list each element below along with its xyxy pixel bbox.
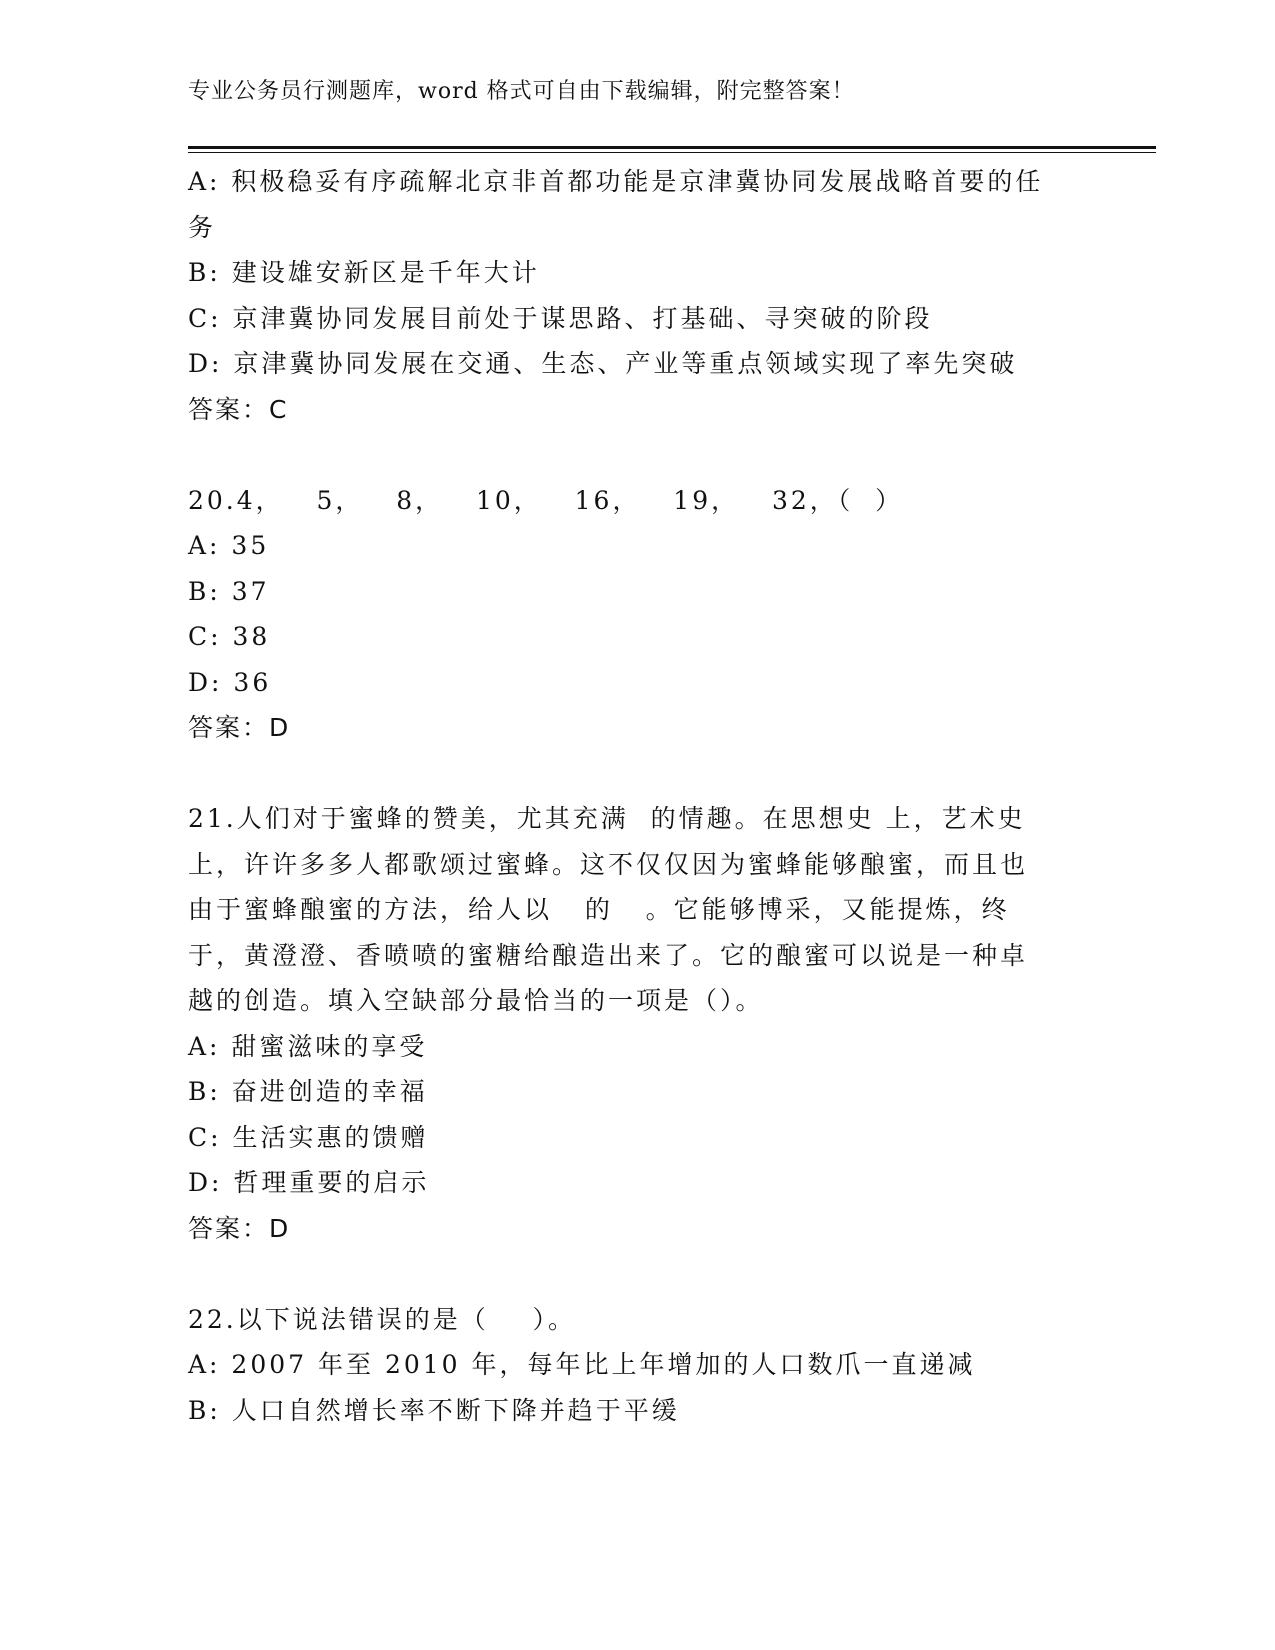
q22-stem: 22.以下说法错误的是（ ）。 xyxy=(188,1304,577,1334)
q19-answer: 答案：C xyxy=(188,394,289,424)
q19-option-a-line1: A: 积极稳妥有序疏解北京非首都功能是京津冀协同发展战略首要的任 xyxy=(188,167,1044,196)
spacer xyxy=(188,432,1068,478)
q20-option-a: A: 35 xyxy=(188,531,270,560)
q19-option-d: D: 京津冀协同发展在交通、生态、产业等重点领域实现了率先突破 xyxy=(188,349,1018,378)
q19-option-c: C: 京津冀协同发展目前处于谋思路、打基础、寻突破的阶段 xyxy=(188,303,933,333)
header-rule-thin xyxy=(188,152,1156,153)
q21-option-b: B: 奋进创造的幸福 xyxy=(188,1077,428,1106)
page-header: 专业公务员行测题库，word 格式可自由下载编辑，附完整答案！ xyxy=(188,79,855,104)
spacer xyxy=(188,1251,1068,1297)
q21-stem-line5: 越的创造。填入空缺部分最恰当的一项是（）。 xyxy=(188,986,764,1015)
q22-option-a: A: 2007 年至 2010 年，每年比上年增加的人口数爪一直递减 xyxy=(188,1350,976,1379)
q21-option-a: A: 甜蜜滋味的享受 xyxy=(188,1031,428,1061)
q20-stem: 20.4， 5， 8， 10， 16， 19， 32，（ ） xyxy=(188,485,904,515)
q20-answer: 答案：D xyxy=(188,713,291,742)
q21-stem-line4: 于，黄澄澄、香喷喷的蜜糖给酿造出来了。它的酿蜜可以说是一种卓 xyxy=(188,940,1029,970)
header-rule-thick xyxy=(188,146,1156,149)
q22-option-b: B: 人口自然增长率不断下降并趋于平缓 xyxy=(188,1395,680,1425)
q21-option-c: C: 生活实惠的馈赠 xyxy=(188,1122,429,1152)
q20-option-b: B: 37 xyxy=(188,576,270,606)
q19-option-b: B: 建设雄安新区是千年大计 xyxy=(188,258,540,287)
q21-stem-line1: 21.人们对于蜜蜂的赞美，尤其充满 的情趣。在思想史 上，艺术史 xyxy=(188,804,1026,833)
q20-option-c: C: 38 xyxy=(188,622,271,651)
q21-stem-line2: 上，许许多多人都歌颂过蜜蜂。这不仅仅因为蜜蜂能够酿蜜，而且也 xyxy=(188,849,1029,879)
q19-option-a-line2: 务 xyxy=(188,212,217,242)
q20-option-d: D: 36 xyxy=(188,667,272,697)
q21-answer: 答案：D xyxy=(188,1213,291,1243)
question-content xyxy=(188,159,1068,1433)
q21-stem-line3: 由于蜜蜂酿蜜的方法，给人以 的 。它能够博采，又能提炼，终 xyxy=(188,895,1010,924)
q21-option-d: D: 哲理重要的启示 xyxy=(188,1168,430,1197)
spacer xyxy=(188,751,1068,797)
